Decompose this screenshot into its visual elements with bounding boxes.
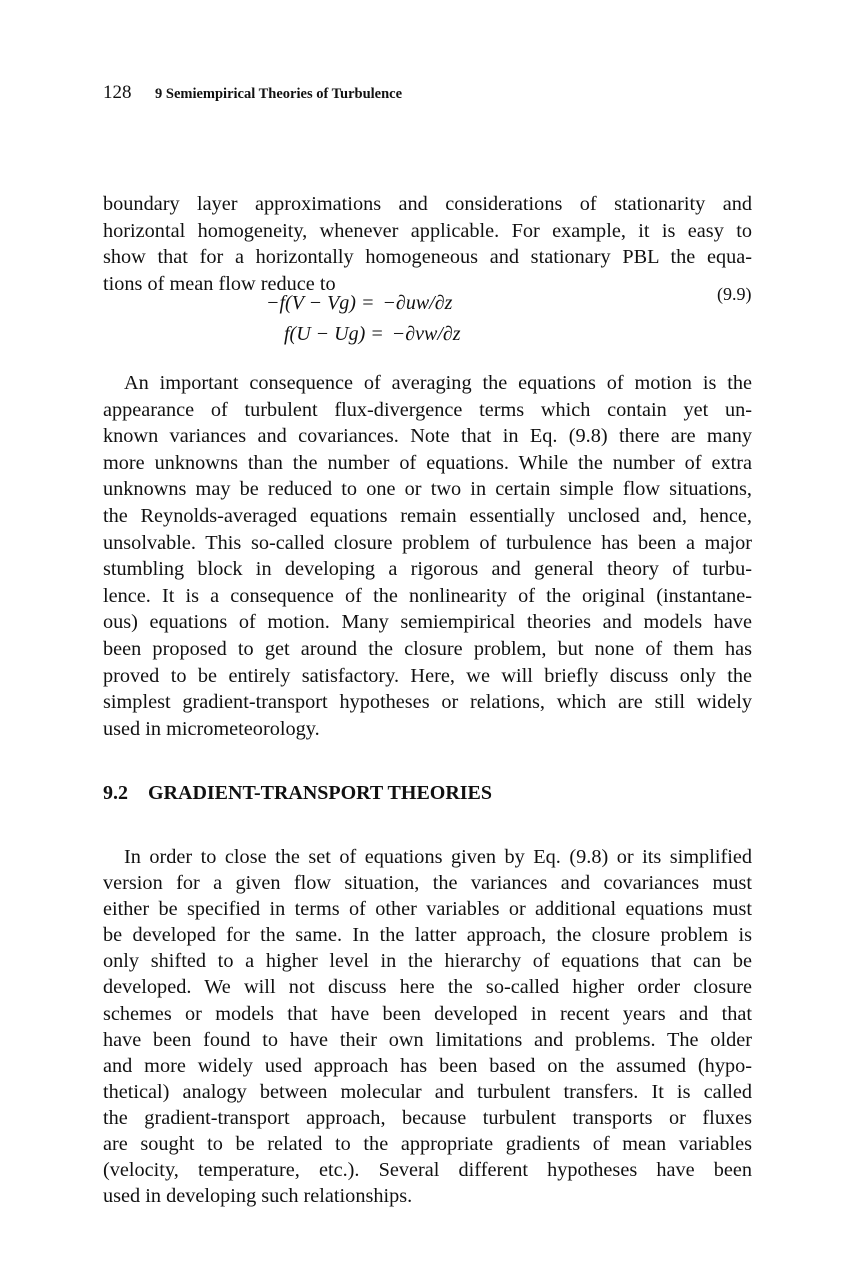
text-line: boundary layer approximations and considerations of stationarity and xyxy=(103,193,752,215)
running-title: 9 Semiempirical Theories of Turbulence xyxy=(155,86,403,102)
text-line: (velocity, temperature, etc.). Several different hypotheses have been xyxy=(103,1159,752,1182)
paragraph-1 xyxy=(103,191,752,297)
text-line: are sought to be related to the appropriate gradients of mean variables xyxy=(103,1133,752,1156)
text-line: have been found to have their own limitations and problems. The older xyxy=(103,1028,752,1051)
equation-line-2 xyxy=(284,323,461,346)
text-line: and more widely used approach has been based on the assumed (hypo- xyxy=(103,1054,752,1077)
text-line: lence. It is a consequence of the nonlinearity of the original (instantane- xyxy=(103,584,752,607)
equation-rhs: −∂vw/∂z xyxy=(391,323,461,345)
text-line: unknowns may be reduced to one or two in certain simple flow situations, xyxy=(103,478,752,501)
text-line: only shifted to a higher level in the hierarchy of equations that can be xyxy=(103,950,752,973)
text-line: version for a given flow situation, the variances and covariances must xyxy=(103,872,752,895)
running-header xyxy=(103,82,402,104)
paragraph-2 xyxy=(103,370,752,742)
text-line: An important consequence of averaging the equations of motion is the xyxy=(124,372,752,394)
text-line: been proposed to get around the closure problem, but none of them has xyxy=(103,637,752,660)
text-line: appearance of turbulent flux-divergence terms which contain yet un- xyxy=(103,398,752,421)
text-line: used in developing such relationships. xyxy=(103,1185,413,1208)
text-line: schemes or models that have been developed in recent years and that xyxy=(103,1002,752,1025)
section-title: GRADIENT-TRANSPORT THEORIES xyxy=(148,782,493,804)
paragraph-3 xyxy=(103,844,752,1209)
text-line: the gradient-transport approach, because turbulent transports or fluxes xyxy=(103,1106,752,1129)
equation-line-1 xyxy=(266,292,452,315)
equation-rhs: −∂uw/∂z xyxy=(382,292,453,314)
text-line: developed. We will not discuss here the so-called higher order closure xyxy=(103,976,752,999)
text-line: stumbling block in developing a rigorous and general theory of turbu- xyxy=(103,558,752,581)
text-line: proved to be entirely satisfactory. Here, we will briefly discuss only the xyxy=(103,664,752,687)
text-line: unsolvable. This so-called closure problem of turbulence has been a major xyxy=(103,531,752,554)
page-number: 128 xyxy=(103,82,132,103)
text-line: known variances and covariances. Note that in Eq. (9.8) there are many xyxy=(103,425,752,448)
section-number: 9.2 xyxy=(103,782,128,804)
text-line: either be specified in terms of other variables or additional equations must xyxy=(103,898,752,921)
equation-lhs: f(U − Ug) = xyxy=(284,323,384,345)
text-line: In order to close the set of equations given by Eq. (9.8) or its simplified xyxy=(124,846,752,868)
text-line: show that for a horizontally homogeneous and stationary PBL the equa- xyxy=(103,246,752,269)
text-line: be developed for the same. In the latter approach, the closure problem is xyxy=(103,924,752,947)
text-line: tions of mean flow reduce to xyxy=(103,272,336,295)
text-line: the Reynolds-averaged equations remain essentially unclosed and, hence, xyxy=(103,504,752,527)
text-line: horizontal homogeneity, whenever applicable. For example, it is easy to xyxy=(103,219,752,242)
text-line: used in micrometeorology. xyxy=(103,717,320,740)
text-line: thetical) analogy between molecular and turbulent transfers. It is called xyxy=(103,1080,752,1103)
text-line: more unknowns than the number of equations. While the number of extra xyxy=(103,451,752,474)
text-line: ous) equations of motion. Many semiempirical theories and models have xyxy=(103,611,752,634)
equation-number: (9.9) xyxy=(717,284,752,304)
equation-lhs: −f(V − Vg) = xyxy=(266,292,375,314)
section-heading xyxy=(103,782,492,805)
text-line: simplest gradient-transport hypotheses or relations, which are still widely xyxy=(103,691,752,714)
